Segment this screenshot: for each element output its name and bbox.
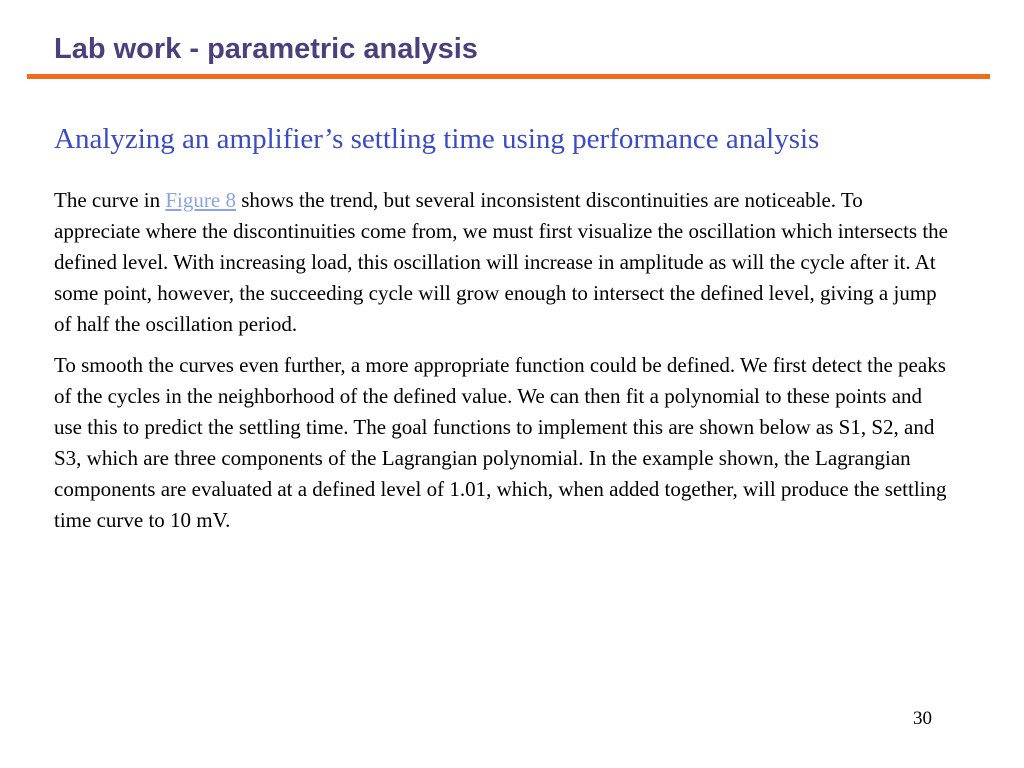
slide-title: Lab work - parametric analysis — [54, 33, 478, 65]
slide-subtitle: Analyzing an amplifier’s settling time using performance analysis — [54, 123, 820, 155]
paragraph-2: To smooth the curves even further, a more appropriate function could be defined. We first detect the peaks of the cycles in the neighborhood of the defined value. We can then fit a polynomial to these points and use this to predict the settling time. The goal functions to implement this are shown below as S1, S2, and S3, which are three components of the Lagrangian polynomial. In the example shown, the Lagrangian components are evaluated at a defined level of 1.01, which, when added together, will produce the settling time curve to 10 mV. — [54, 353, 947, 532]
figure-8-link[interactable]: Figure 8 — [165, 188, 236, 212]
paragraph-1 — [54, 185, 954, 340]
title-divider — [27, 74, 990, 79]
page-number: 30 — [913, 708, 932, 729]
paragraph-1-rest: shows the trend, but several inconsistent discontinuities are noticeable. To appreciate where the discontinuities come from, we must first visualize the oscillation which intersects the defined level. With increasing load, this oscillation will increase in amplitude as will the cycle after it. At some point, however, the succeeding cycle will grow enough to intersect the defined level, giving a jump of half the oscillation period. — [54, 188, 948, 336]
body-text — [54, 185, 954, 546]
paragraph-1-start: The curve in — [54, 188, 166, 212]
